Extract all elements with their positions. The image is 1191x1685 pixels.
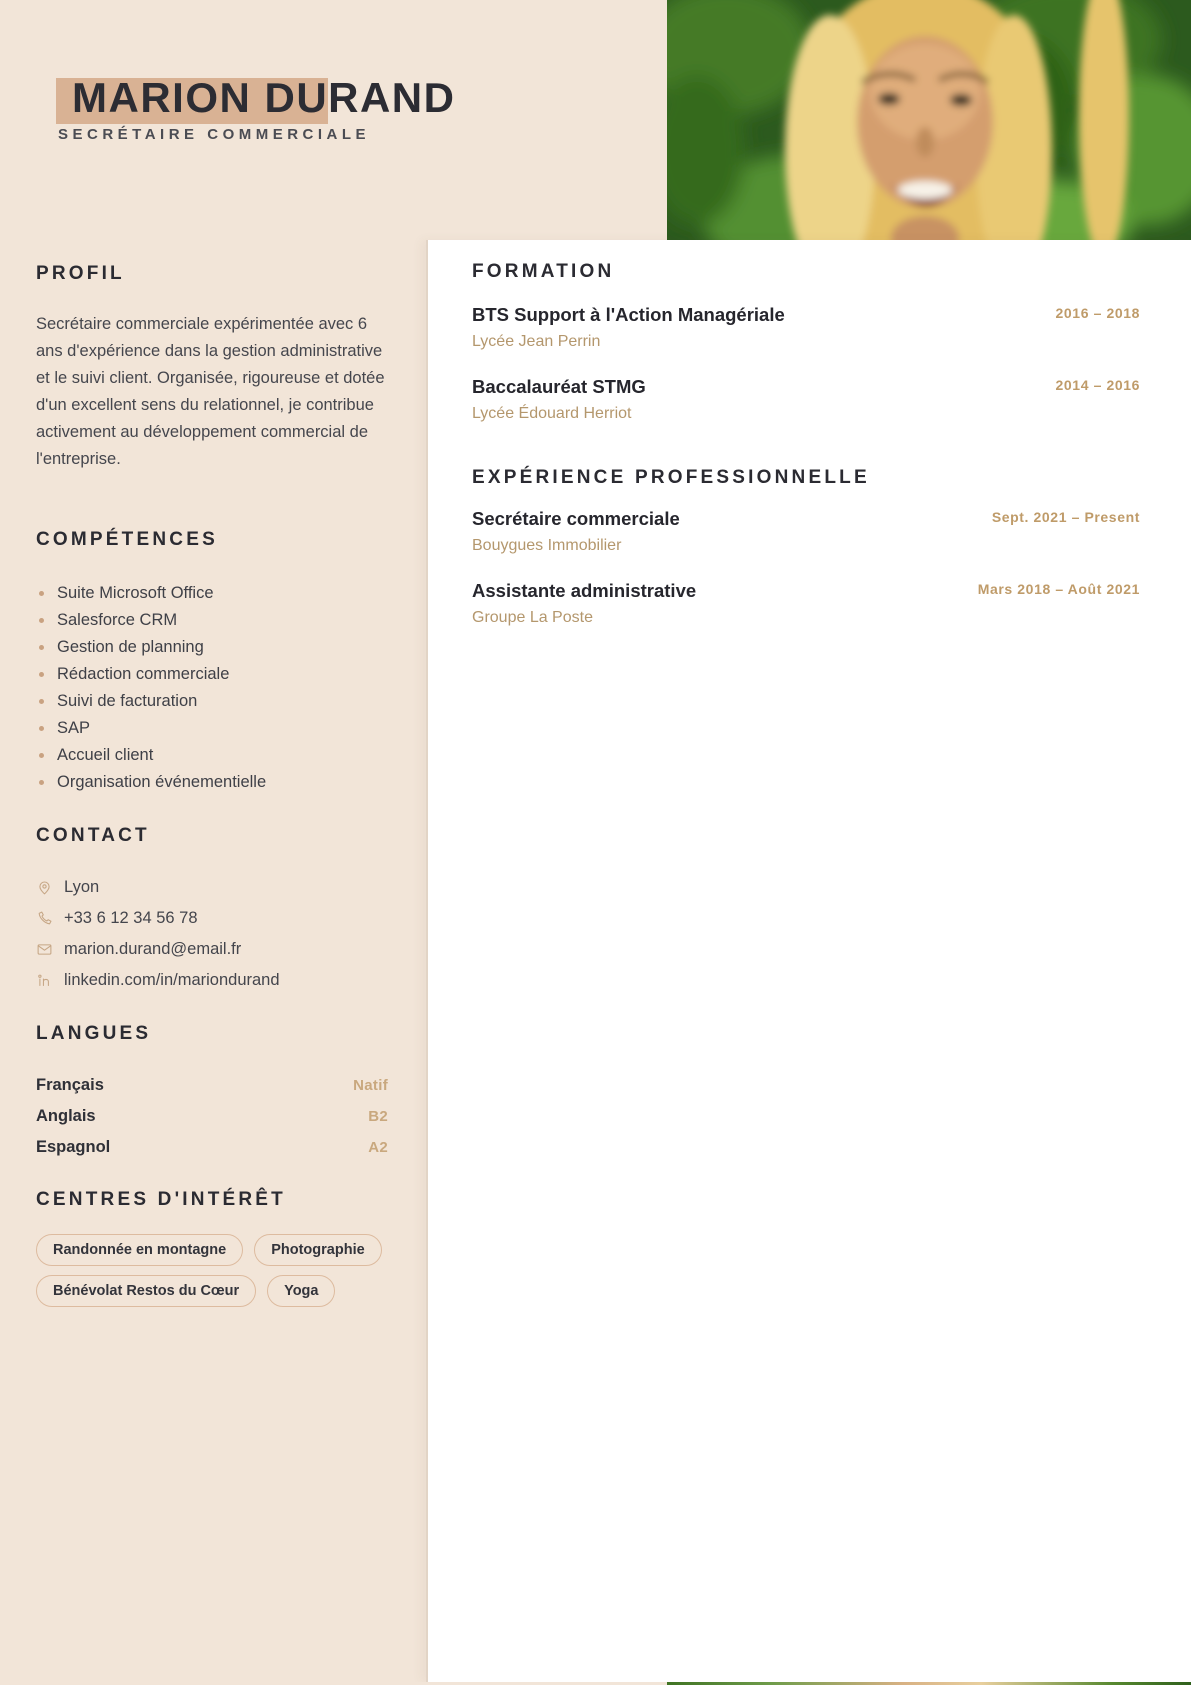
skill-label: Gestion de planning xyxy=(57,638,204,656)
language-name: Anglais xyxy=(36,1107,96,1125)
language-level: Natif xyxy=(353,1077,388,1094)
bullet-dot-icon xyxy=(39,618,44,623)
bullet-dot-icon xyxy=(39,672,44,677)
skill-item xyxy=(36,634,388,661)
school-name: Lycée Édouard Herriot xyxy=(472,405,632,422)
contact-rows xyxy=(36,872,388,996)
language-row xyxy=(36,1132,388,1163)
date-range: 2014 – 2016 xyxy=(1055,377,1140,393)
language-row xyxy=(36,1101,388,1132)
skills-list xyxy=(36,580,388,796)
contact-email-text: marion.durand@email.fr xyxy=(64,940,242,958)
contact-linkedin xyxy=(36,965,388,996)
langues-heading: LANGUES xyxy=(36,1023,152,1044)
interest-chip: Randonnée en montagne xyxy=(36,1234,243,1266)
skill-label: Rédaction commerciale xyxy=(57,665,230,683)
skill-label: Salesforce CRM xyxy=(57,611,178,629)
contact-heading: CONTACT xyxy=(36,825,150,846)
school-name: Lycée Jean Perrin xyxy=(472,333,601,350)
profil-text: Secrétaire commerciale expérimentée avec 6 ans d'expérience dans la gestion administrative et le suivi client. Organisée, rigoureuse et dotée d'un excellent sens du relationnel, je contribue activement au développement commercial de l'entreprise. xyxy=(36,315,385,468)
linkedin-icon xyxy=(36,972,53,989)
skill-label: SAP xyxy=(57,719,91,737)
profile-photo xyxy=(667,0,1191,242)
skill-item xyxy=(36,769,388,796)
language-rows xyxy=(36,1070,388,1163)
bullet-dot-icon xyxy=(39,753,44,758)
interests-chip-list xyxy=(36,1234,388,1307)
degree-title: BTS Support à l'Action Managériale xyxy=(472,304,785,325)
contact-phone-text: +33 6 12 34 56 78 xyxy=(64,909,198,927)
competences-heading: COMPÉTENCES xyxy=(36,529,218,550)
job-title: Assistante administrative xyxy=(472,580,697,601)
contact-phone xyxy=(36,903,388,934)
interest-chip: Photographie xyxy=(254,1234,381,1266)
experience-entries xyxy=(472,506,1140,650)
formation-entry xyxy=(472,302,1140,355)
interest-chip: Bénévolat Restos du Cœur xyxy=(36,1275,256,1307)
phone-icon xyxy=(36,910,53,927)
language-level: B2 xyxy=(368,1108,388,1125)
job-title: Secrétaire commerciale xyxy=(472,508,680,529)
language-name: Français xyxy=(36,1076,104,1094)
envelope-icon xyxy=(36,941,53,958)
competences-section xyxy=(36,528,388,796)
langues-section xyxy=(36,1022,388,1163)
contact-location-text: Lyon xyxy=(64,878,100,896)
experience-entry xyxy=(472,578,1140,631)
language-name: Espagnol xyxy=(36,1138,111,1156)
formation-heading: FORMATION xyxy=(472,261,615,282)
interest-chip: Yoga xyxy=(267,1275,335,1307)
contact-linkedin-text: linkedin.com/in/mariondurand xyxy=(64,971,280,989)
interets-section xyxy=(36,1188,388,1307)
skill-item xyxy=(36,607,388,634)
skill-item xyxy=(36,661,388,688)
interets-heading: CENTRES D'INTÉRÊT xyxy=(36,1189,286,1210)
contact-section xyxy=(36,824,388,996)
candidate-job-title: SECRÉTAIRE COMMERCIALE xyxy=(58,126,371,143)
bullet-dot-icon xyxy=(39,726,44,731)
skill-label: Suivi de facturation xyxy=(57,692,198,710)
date-range: Mars 2018 – Août 2021 xyxy=(977,581,1140,597)
formation-entry xyxy=(472,374,1140,427)
contact-email xyxy=(36,934,388,965)
skill-item xyxy=(36,715,388,742)
experience-entry xyxy=(472,506,1140,559)
skill-item xyxy=(36,580,388,607)
degree-title: Baccalauréat STMG xyxy=(472,376,646,397)
profil-heading: PROFIL xyxy=(36,263,125,284)
main-content-panel xyxy=(426,240,1191,1682)
company-name: Bouygues Immobilier xyxy=(472,537,622,554)
company-name: Groupe La Poste xyxy=(472,609,593,626)
profil-section xyxy=(36,262,388,473)
date-range: Sept. 2021 – Present xyxy=(991,509,1140,525)
language-row xyxy=(36,1070,388,1101)
skill-item xyxy=(36,688,388,715)
skill-label: Accueil client xyxy=(57,746,154,764)
bullet-dot-icon xyxy=(39,780,44,785)
skill-item xyxy=(36,742,388,769)
location-pin-icon xyxy=(36,879,53,896)
formation-entries xyxy=(472,302,1140,446)
language-level: A2 xyxy=(368,1139,388,1156)
experience-heading: EXPÉRIENCE PROFESSIONNELLE xyxy=(472,467,870,488)
candidate-name: MARION DURAND xyxy=(72,74,456,121)
skill-label: Organisation événementielle xyxy=(57,773,267,791)
date-range: 2016 – 2018 xyxy=(1055,305,1140,321)
skill-label: Suite Microsoft Office xyxy=(57,584,214,602)
contact-location xyxy=(36,872,388,903)
bullet-dot-icon xyxy=(39,699,44,704)
bullet-dot-icon xyxy=(39,591,44,596)
bullet-dot-icon xyxy=(39,645,44,650)
